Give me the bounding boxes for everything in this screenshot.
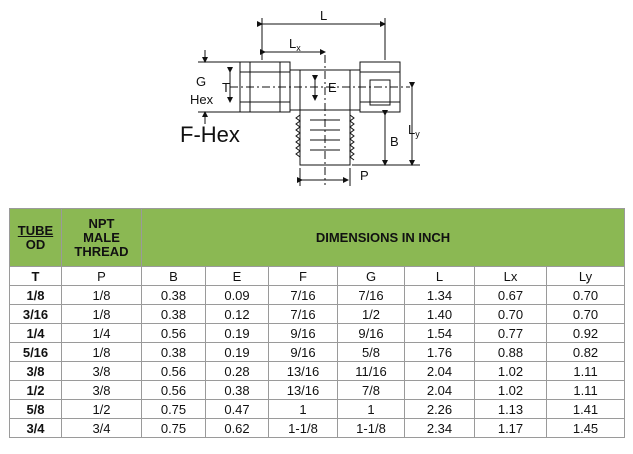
tube-od-cell: 3/4 [10,419,62,438]
table-cell: 1.02 [475,362,547,381]
table-cell: 0.62 [206,419,269,438]
table-cell: 0.38 [206,381,269,400]
table-body [10,286,625,438]
table-cell: 1/8 [62,286,142,305]
table-cell: 9/16 [269,343,338,362]
dim-label-B: B [390,134,399,149]
header-dimensions: DIMENSIONS IN INCH [142,209,625,267]
table-row [10,305,625,324]
table-cell: 2.04 [405,381,475,400]
table-cell: 7/16 [269,305,338,324]
column-letter: L [405,267,475,286]
table-cell: 1.34 [405,286,475,305]
table-cell: 2.26 [405,400,475,419]
table-cell: 7/16 [338,286,405,305]
header-od-label: OD [25,236,46,252]
tube-od-cell: 1/8 [10,286,62,305]
dim-label-L: L [320,8,328,23]
dim-label-Ly-main: L [408,122,416,137]
dim-label-G: G [196,74,207,89]
table-cell: 1.45 [547,419,625,438]
dim-label-T: T [222,80,230,95]
dim-label-Ly [408,122,420,139]
table-cell: 1/8 [62,343,142,362]
table-cell: 1.54 [405,324,475,343]
table-cell: 2.04 [405,362,475,381]
table-cell: 5/8 [338,343,405,362]
table-cell: 1.13 [475,400,547,419]
table-cell: 7/16 [269,286,338,305]
dim-label-Lx-sub: x [296,43,301,53]
dim-label-Hex: Hex [190,92,214,107]
table-cell: 0.56 [142,381,206,400]
table-cell: 0.92 [547,324,625,343]
table-cell: 0.77 [475,324,547,343]
table-cell: 0.82 [547,343,625,362]
table-row [10,400,625,419]
table-cell: 1-1/8 [269,419,338,438]
table-cell: 0.75 [142,419,206,438]
table-cell: 13/16 [269,381,338,400]
table-cell: 1.41 [547,400,625,419]
table-letter-row [10,267,625,286]
header-thread-label: THREAD [74,243,129,259]
header-npt-thread [62,209,142,267]
table-cell: 3/4 [62,419,142,438]
table-cell: 1 [338,400,405,419]
table-cell: 0.09 [206,286,269,305]
column-letter: P [62,267,142,286]
table-cell: 0.38 [142,343,206,362]
table-cell: 0.12 [206,305,269,324]
table-cell: 0.47 [206,400,269,419]
table-row [10,343,625,362]
table-cell: 1/4 [62,324,142,343]
dim-label-E: E [328,80,337,95]
table-cell: 1/8 [62,305,142,324]
table-cell: 0.88 [475,343,547,362]
table-cell: 1/2 [338,305,405,324]
table-row [10,324,625,343]
table-cell: 1 [269,400,338,419]
table-cell: 0.70 [547,305,625,324]
table-cell: 0.70 [547,286,625,305]
table-row [10,419,625,438]
column-letter: E [206,267,269,286]
table-cell: 1.76 [405,343,475,362]
column-letter: Lx [475,267,547,286]
tube-od-cell: 3/16 [10,305,62,324]
table-cell: 0.56 [142,362,206,381]
header-tube-label: TUBE [17,222,54,238]
table-cell: 11/16 [338,362,405,381]
tube-od-cell: 1/4 [10,324,62,343]
column-letter: Ly [547,267,625,286]
table-cell: 0.67 [475,286,547,305]
column-letter: G [338,267,405,286]
table-cell: 0.56 [142,324,206,343]
tube-od-cell: 5/16 [10,343,62,362]
table-cell: 1.11 [547,362,625,381]
table-cell: 0.19 [206,343,269,362]
table-header-row [10,209,625,267]
column-letter: F [269,267,338,286]
column-letter: B [142,267,206,286]
table-cell: 9/16 [338,324,405,343]
tube-od-cell: 1/2 [10,381,62,400]
table-cell: 3/8 [62,381,142,400]
table-cell: 0.38 [142,305,206,324]
table-cell: 1/2 [62,400,142,419]
table-cell: 1.40 [405,305,475,324]
table-cell: 0.19 [206,324,269,343]
table-cell: 0.70 [475,305,547,324]
dim-label-Lx-main: L [289,36,297,51]
header-tube-od [10,209,62,267]
table-cell: 3/8 [62,362,142,381]
table-cell: 0.75 [142,400,206,419]
header-male-label: MALE [83,229,120,245]
table-cell: 1-1/8 [338,419,405,438]
dim-label-P: P [360,168,369,183]
header-npt-label: NPT [88,215,115,231]
dim-label-Lx [289,36,301,53]
table-cell: 0.28 [206,362,269,381]
tube-od-cell: 3/8 [10,362,62,381]
dim-label-Ly-sub: y [415,129,420,139]
table-cell: 1.02 [475,381,547,400]
table-row [10,286,625,305]
table-row [10,381,625,400]
table-row [10,362,625,381]
drawing-title: F-Hex [180,122,240,147]
table-cell: 9/16 [269,324,338,343]
dimensions-table [9,208,625,438]
table-cell: 7/8 [338,381,405,400]
fitting-drawing [0,0,633,200]
table-cell: 2.34 [405,419,475,438]
table-cell: 13/16 [269,362,338,381]
table-cell: 1.11 [547,381,625,400]
column-letter: T [10,267,62,286]
table-cell: 1.17 [475,419,547,438]
tube-od-cell: 5/8 [10,400,62,419]
table-cell: 0.38 [142,286,206,305]
